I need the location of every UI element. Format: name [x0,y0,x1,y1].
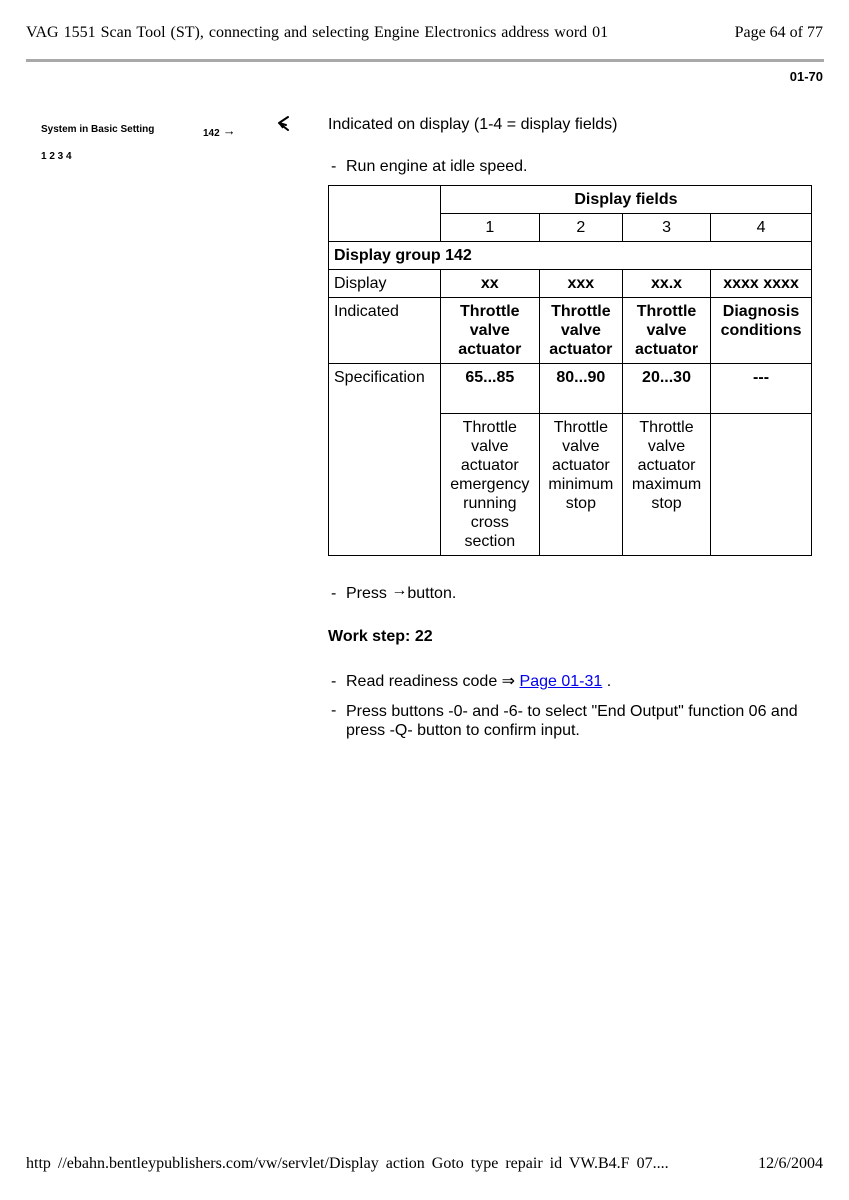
spec-note: Throttle valve actuator minimum stop [539,414,622,556]
step-end-output-text: Press buttons -0- and -6- to select "End Output" function 06 and press -Q- button to confirm input. [346,703,798,739]
table-corner-cell [329,186,441,242]
display-group-row: Display group 142 [329,242,812,270]
page-link[interactable]: Page 01-31 [519,673,603,690]
indicated-value: Throttle valve actuator [622,298,710,364]
field-number: 2 [539,214,622,242]
row-label-specification: Specification [329,364,441,556]
step-readiness-prefix: Read readiness code [346,673,498,690]
display-fields-header: Display fields [440,186,811,214]
step-press-button [331,582,457,603]
table-row [329,364,812,414]
step-readiness [331,671,611,691]
spec-note: Throttle valve actuator maximum stop [622,414,710,556]
footer-url: http //ebahn.bentleypublishers.com/vw/servlet/Display action Goto type repair id VW.B4.F 07.... [26,1155,669,1172]
section-code: 01-70 [789,69,823,84]
indicated-value: Throttle valve actuator [539,298,622,364]
step-idle [331,158,527,176]
sidebar-group-number: 142 [203,128,220,139]
double-arrow-icon: ⇒ [501,673,516,690]
table-row [329,186,812,214]
step-end-output [331,702,811,740]
indicated-value: Diagnosis conditions [711,298,812,364]
indicated-value: Throttle valve actuator [440,298,539,364]
step-dash: - [331,158,337,175]
pointer-hand-icon [275,115,291,133]
display-value: xx [440,270,539,298]
step-dash: - [331,585,337,602]
display-value: xx.x [622,270,710,298]
sidebar-group [203,124,236,139]
work-step-heading: Work step: 22 [328,628,433,645]
intro-text: Indicated on display (1-4 = display fields) [328,116,618,133]
document-title: VAG 1551 Scan Tool (ST), connecting and selecting Engine Electronics address word 01 [26,24,609,41]
sidebar-label: System in Basic Setting [41,124,155,135]
spec-value: 65...85 [440,364,539,414]
step-readiness-suffix: . [606,673,612,690]
display-value: xxxx xxxx [711,270,812,298]
step-press-prefix: Press [346,585,387,602]
right-arrow-icon: → [222,123,236,138]
spec-value: --- [711,364,812,414]
step-dash: - [331,673,337,690]
spec-note [711,414,812,556]
display-table [328,185,812,556]
field-number: 1 [440,214,539,242]
footer-date: 12/6/2004 [758,1155,823,1172]
spec-note: Throttle valve actuator emergency running cross section [440,414,539,556]
step-dash: - [331,702,337,719]
sidebar-fields: 1 2 3 4 [41,151,72,162]
header-divider [26,59,824,62]
table-row [329,270,812,298]
page-indicator: Page 64 of 77 [734,24,823,41]
row-label-display: Display [329,270,441,298]
spec-value: 80...90 [539,364,622,414]
spec-value: 20...30 [622,364,710,414]
field-number: 3 [622,214,710,242]
field-number: 4 [711,214,812,242]
row-label-indicated: Indicated [329,298,441,364]
step-idle-text: Run engine at idle speed. [346,158,528,175]
right-arrow-icon: → [391,582,408,599]
display-value: xxx [539,270,622,298]
step-press-suffix: button. [407,585,457,602]
table-row [329,298,812,364]
table-row [329,242,812,270]
